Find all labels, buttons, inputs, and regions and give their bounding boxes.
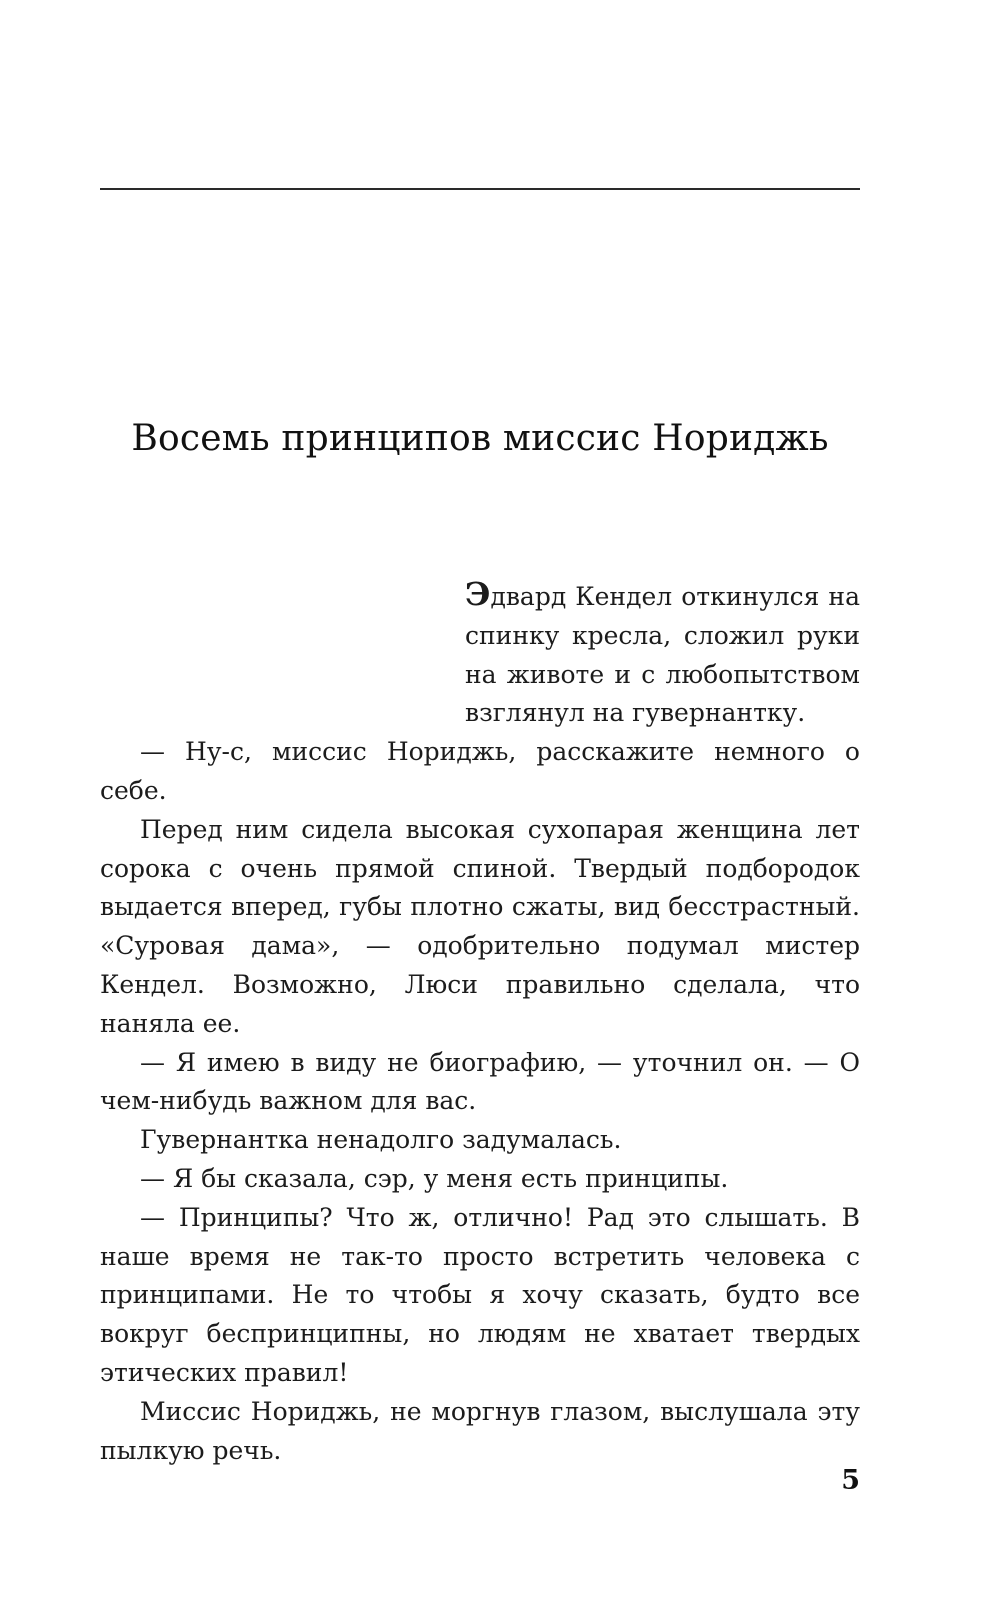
paragraph-2: — Ну-с, миссис Нориджь, расскажите немного о себе. [100, 737, 860, 805]
drop-initial: Э [465, 575, 491, 613]
paragraph-1 [100, 575, 860, 733]
chapter-title: Восемь принципов миссис Нориджь [131, 418, 829, 459]
paragraph-7: — Принципы? Что ж, отлично! Рад это слышать. В наше время не так-то просто встретить человека с принципами. Не то чтобы я хочу сказать, будто все вокруг беспринципны, но людям не хватает твердых этических правил! [100, 1202, 860, 1387]
paragraph-3: Перед ним сидела высокая сухопарая женщина лет сорока с очень прямой спиной. Твердый подбородок выдается вперед, губы плотно сжаты, вид бесстрастный. «Суровая дама», — одобрительно подумал мистер Кендел. Возможно, Люси правильно сделала, что наняла ее. [100, 814, 860, 1038]
paragraph-6: — Я бы сказала, сэр, у меня есть принципы. [140, 1163, 729, 1193]
paragraph-1-text: двард Кендел откинулся на спинку кресла, сложил руки на животе и с любопытством взглянул на гувернантку. [465, 582, 860, 728]
page-number: 5 [841, 1465, 860, 1496]
top-rule [100, 188, 860, 190]
paragraph-4: — Я имею в виду не биографию, — уточнил он. — О чем-нибудь важном для вас. [100, 1047, 860, 1116]
paragraph-8: Миссис Нориджь, не моргнув глазом, выслушала эту пылкую речь. [100, 1396, 860, 1465]
paragraph-5: Гувернантка ненадолго задумалась. [140, 1125, 622, 1155]
body-text [100, 575, 860, 1470]
